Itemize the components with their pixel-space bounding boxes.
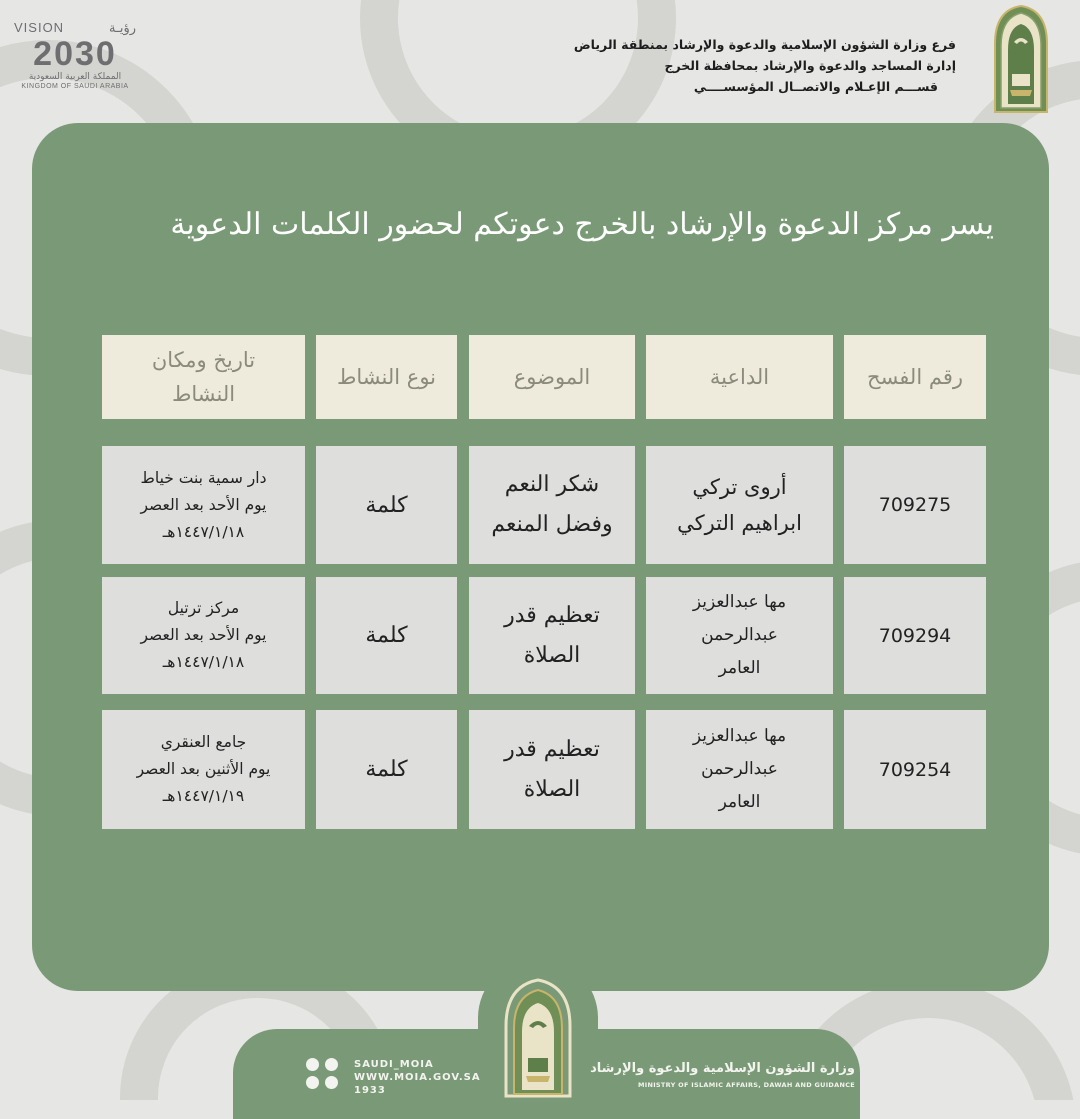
- header-line-1: فرع وزارة الشؤون الإسلامية والدعوة والإرشاد بمنطقة الرياض: [573, 37, 956, 52]
- vision-kingdom-en: KINGDOM OF SAUDI ARABIA: [21, 83, 129, 90]
- row2-type: كلمة: [316, 577, 457, 694]
- page-header: [0, 0, 1080, 120]
- column-header-topic: الموضوع: [469, 335, 635, 419]
- row3-topic: تعظيم قدر الصلاة: [469, 710, 635, 829]
- snapchat-icon[interactable]: [306, 1058, 319, 1071]
- phone-icon[interactable]: [325, 1076, 338, 1089]
- row2-preacher: مها عبدالعزيز عبدالرحمن العامر: [646, 577, 833, 694]
- invitation-headline: يسر مركز الدعوة والإرشاد بالخرج دعوتكم لحضور الكلمات الدعوية: [170, 207, 994, 242]
- twitter-icon[interactable]: [325, 1058, 338, 1071]
- footer-ministry-ar: وزارة الشؤون الإسلامية والدعوة والإرشاد: [590, 1061, 855, 1076]
- row1-preacher: أروى تركي ابراهيم التركي: [646, 446, 833, 564]
- footer-ministry-logo-icon: [500, 978, 576, 1098]
- footer-ministry-name: [590, 1060, 855, 1092]
- row2-topic: تعظيم قدر الصلاة: [469, 577, 635, 694]
- vision-year: 2030: [33, 35, 117, 73]
- header-text: [573, 34, 956, 97]
- row1-place: دار سمية بنت خياط يوم الأحد بعد العصر ١٤٤٧/١/١٨هـ: [102, 446, 305, 564]
- row2-place: مركز ترتيل يوم الأحد بعد العصر ١٤٤٧/١/١٨هـ: [102, 577, 305, 694]
- row3-type: كلمة: [316, 710, 457, 829]
- row3-preacher: مها عبدالعزيز عبدالرحمن العامر: [646, 710, 833, 829]
- vision-label: VISION: [14, 20, 65, 35]
- facebook-icon[interactable]: [306, 1076, 319, 1089]
- row3-place: جامع العنقري يوم الأثنين بعد العصر ١٤٤٧/١/١٩هـ: [102, 710, 305, 829]
- row3-permit: 709254: [844, 710, 986, 829]
- column-header-place: تاريخ ومكان النشاط: [102, 335, 305, 419]
- row1-permit: 709275: [844, 446, 986, 564]
- header-line-3: قســـم الإعـلام والاتصــال المؤسســــي: [693, 79, 938, 94]
- column-header-type: نوع النشاط: [316, 335, 457, 419]
- vision-2030-logo: [14, 20, 136, 104]
- footer-handle[interactable]: SAUDI_MOIA: [354, 1059, 434, 1070]
- footer-website[interactable]: WWW.MOIA.GOV.SA: [354, 1072, 481, 1083]
- ministry-logo-icon: [992, 4, 1050, 114]
- footer-phone: 1933: [354, 1085, 386, 1096]
- row2-permit: 709294: [844, 577, 986, 694]
- row1-type: كلمة: [316, 446, 457, 564]
- column-header-permit: رقم الفسح: [844, 335, 986, 419]
- vision-kingdom-ar: المملكة العربية السعودية: [28, 72, 122, 82]
- social-icons: [306, 1058, 340, 1090]
- footer-contact: [354, 1058, 481, 1097]
- header-line-2: إدارة المساجد والدعوة والإرشاد بمحافظة الخرج: [664, 58, 956, 73]
- footer-ministry-en: MINISTRY OF ISLAMIC AFFAIRS, DAWAH AND GUIDANCE: [637, 1081, 855, 1089]
- row1-topic: شكر النعم وفضل المنعم: [469, 446, 635, 564]
- column-header-preacher: الداعية: [646, 335, 833, 419]
- vision-label-ar: رؤيـة: [109, 20, 136, 35]
